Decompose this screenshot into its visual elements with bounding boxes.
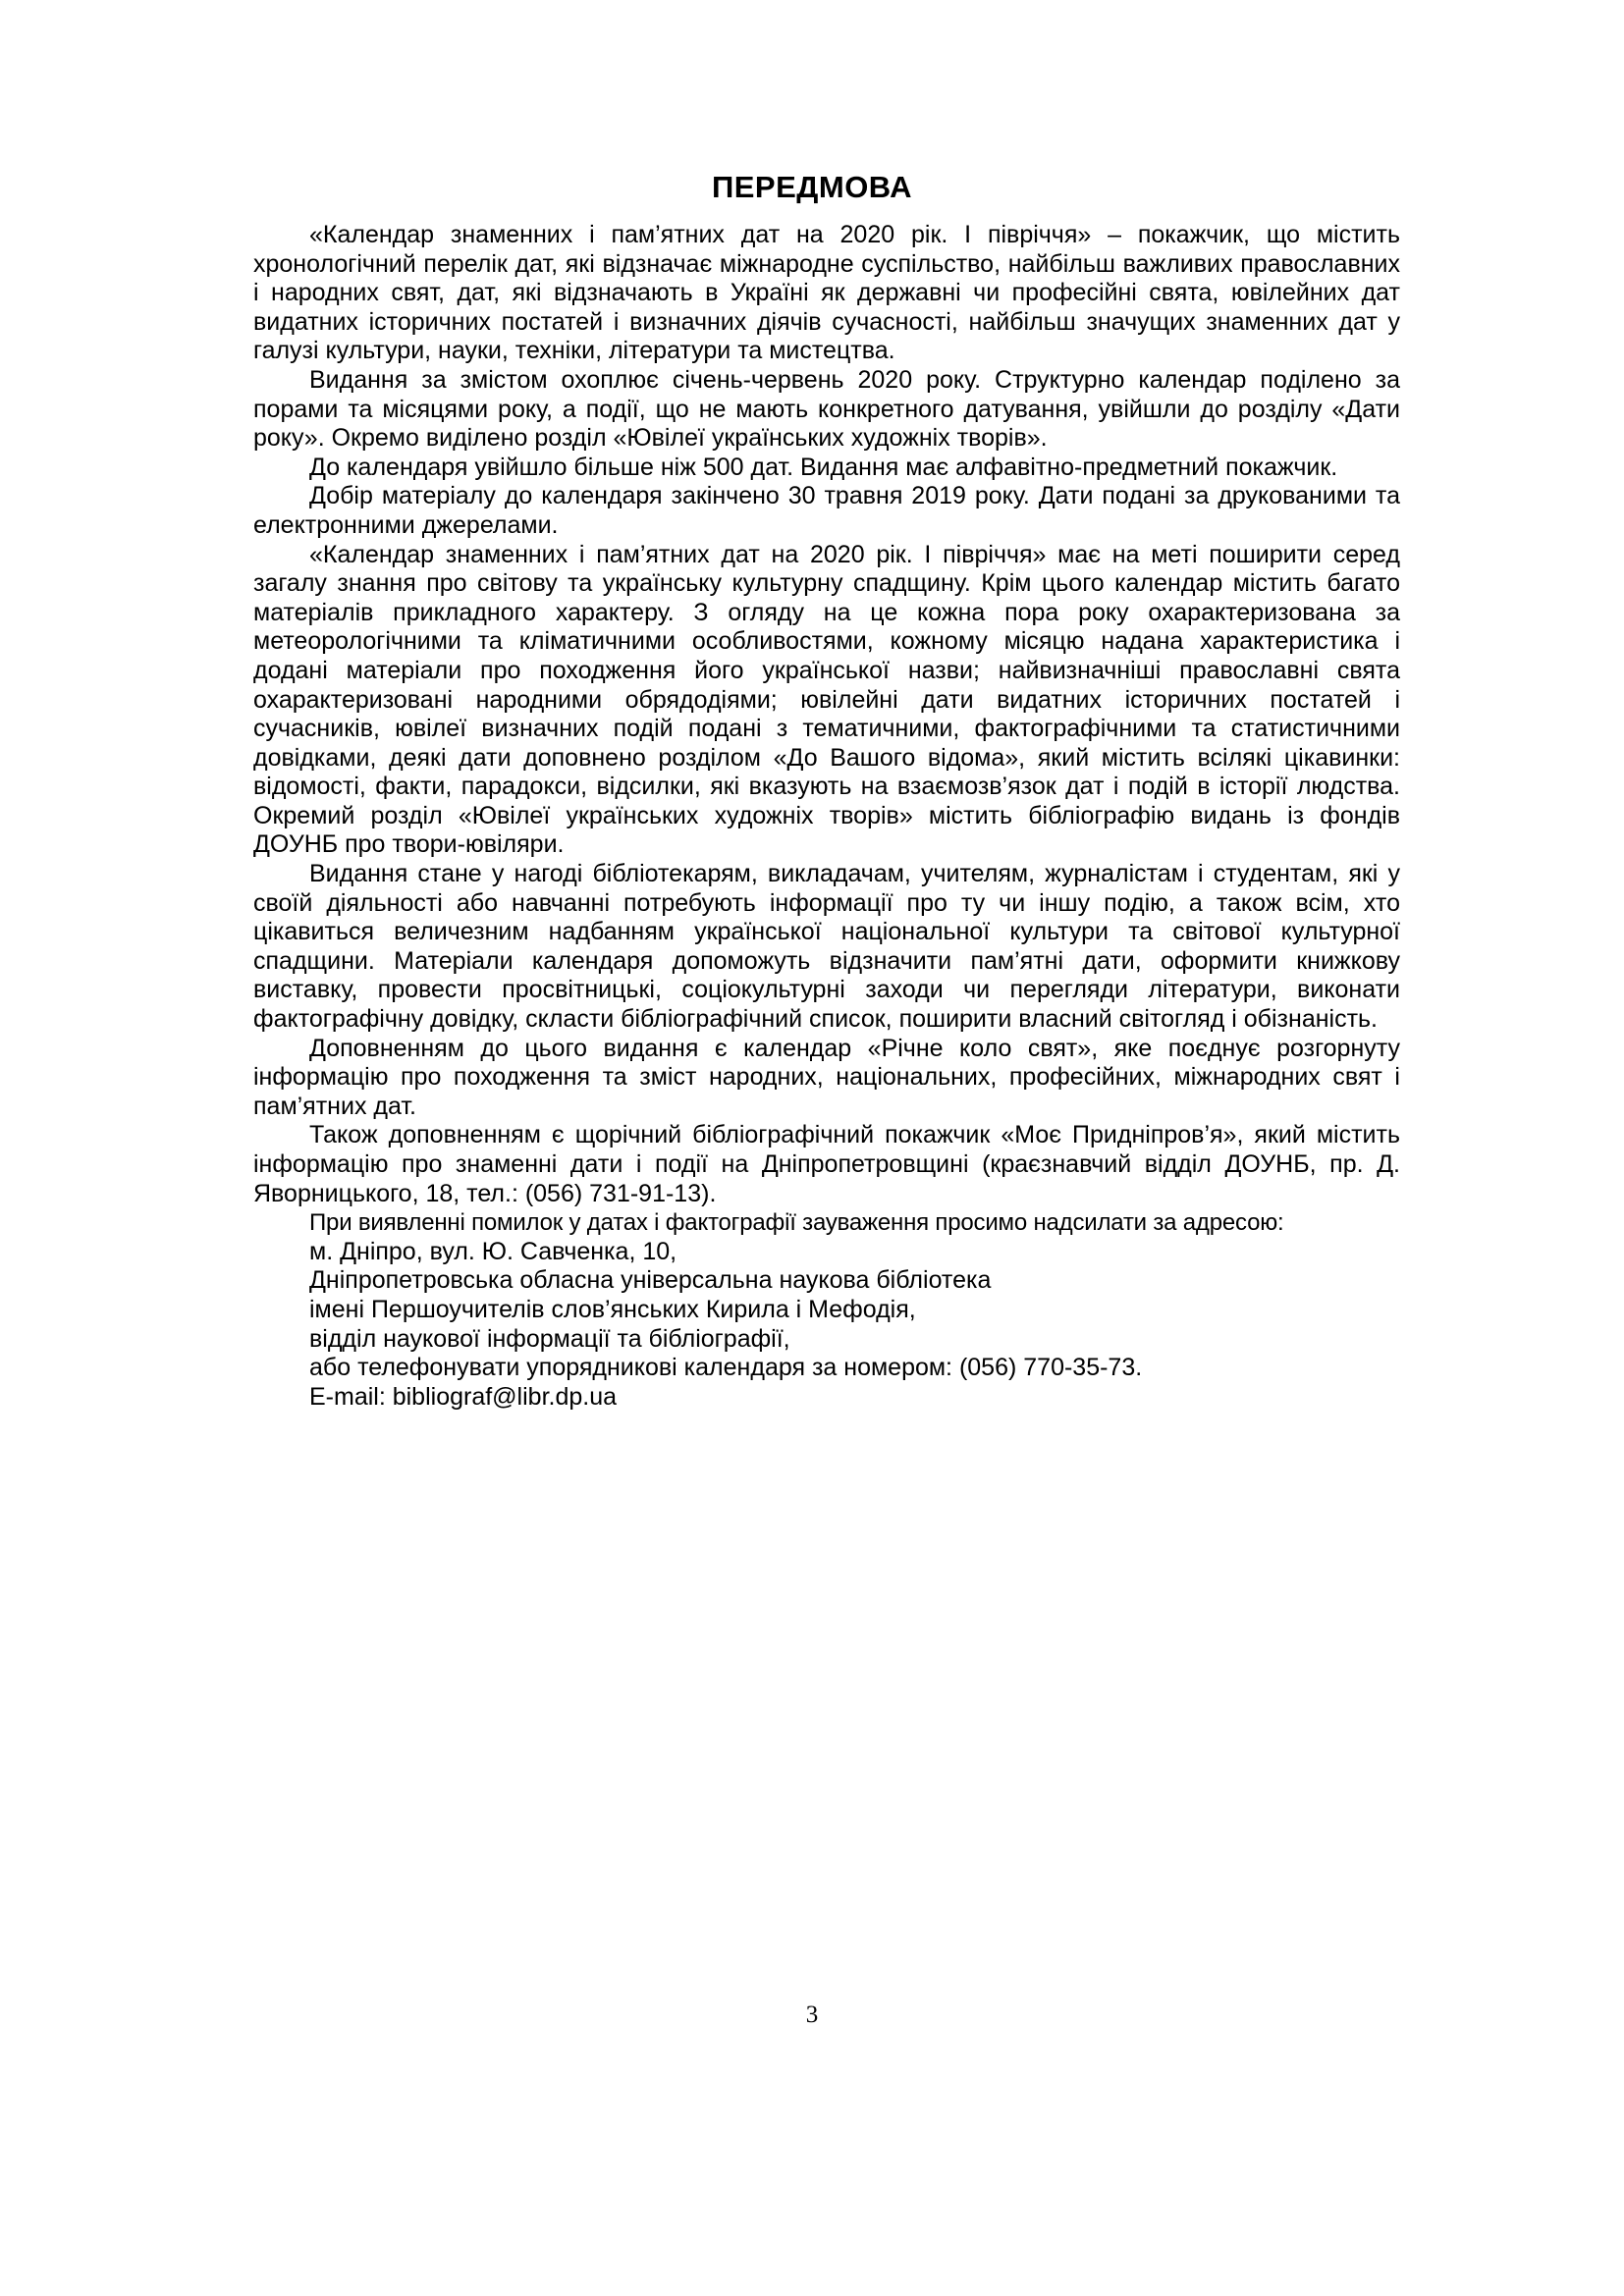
paragraph: «Календар знаменних і пам’ятних дат на 2020 рік. І півріччя» має на меті поширити серед загалу знання про світову та українську культурну спадщину. Крім цього календар містить багато матеріалів прикладного характеру. З огляду на це кожна пора року охарактеризована за метеорологічними та кліматичними особливостями, кожному місяцю надана характеристика і додані матеріали про походження його української назви; найвизначніші православні свята охарактеризовані народними обрядодіями; ювілейні дати видатних історичних постатей і сучасників, ювілеї визначних подій подані з тематичними, фактографічними та статистичними довідками, деякі дати доповнено розділом «До Вашого відома», який містить всілякі цікавинки: відомості, факти, парадокси, відсилки, які вказують на взаємозв’язок дат і подій в історії людства. Окремий розділ «Ювілеї українських художніх творів» містить бібліографію видань із фондів ДОУНБ про твори-ювіляри.: [253, 540, 1400, 859]
page-number: 3: [805, 2002, 819, 2028]
department-line: відділ наукової інформації та бібліографії,: [309, 1324, 790, 1353]
paragraph: Добір матеріалу до календаря закінчено 30 травня 2019 року. Дати подані за друкованими та електронними джерелами.: [253, 482, 1400, 539]
paragraph: Видання стане у нагоді бібліотекарям, викладачам, учителям, журналістам і студентам, які у своїй діяльності або навчанні потребують інформації про ту чи іншу подію, а також всім, хто цікавиться величезним надбанням української національної культури та світової культурної спадщини. Матеріали календаря допоможуть відзначити пам’ятні дати, оформити книжкову виставку, провести просвітницькі, соціокультурні заходи чи перегляди літератури, виконати фактографічну довідку, скласти бібліографічний список, поширити власний світогляд і обізнаність.: [253, 860, 1400, 1034]
preface-body: [253, 221, 1400, 1412]
contact-intro: При виявленні помилок у датах і фактографії зауваження просимо надсилати за адресою:: [309, 1209, 1284, 1237]
page-title: ПЕРЕДМОВА: [711, 169, 913, 204]
paragraph: Видання за змістом охоплює січень-червень 2020 року. Структурно календар поділено за порами та місяцями року, а події, що не мають конкретного датування, увійшли до розділу «Дати року». Окремо виділено розділ «Ювілеї українських художніх творів».: [253, 365, 1400, 453]
email-line: E-mail: bibliograf@libr.dp.ua: [309, 1382, 618, 1411]
paragraph: Також доповненням є щорічний бібліографічний покажчик «Моє Придніпров’я», який містить інформацію про знаменні дати і події на Дніпропетровщині (краєзнавчий відділ ДОУНБ, пр. Д. Яворницького, 18, тел.: (056) 731-91-13).: [253, 1121, 1400, 1207]
phone-line: або телефонувати упорядникові календаря за номером: (056) 770-35-73.: [309, 1354, 1143, 1382]
paragraph: «Календар знаменних і пам’ятних дат на 2020 рік. І півріччя» – покажчик, що містить хронологічний перелік дат, які відзначає міжнародне суспільство, найбільш важливих православних і народних свят, дат, які відзначають в Україні як державні чи професійні свята, ювілейних дат видатних історичних постатей і визначних діячів сучасності, найбільш значущих знаменних дат у галузі культури, науки, техніки, літератури та мистецтва.: [253, 221, 1400, 365]
paragraph: До календаря увійшло більше ніж 500 дат. Видання має алфавітно-предметний покажчик.: [309, 453, 1338, 481]
address-line: м. Дніпро, вул. Ю. Савченка, 10,: [309, 1237, 677, 1265]
library-name-line: імені Першоучителів слов’янських Кирила і Мефодія,: [309, 1295, 916, 1323]
contact-block: [253, 1208, 1400, 1412]
paragraph: Доповненням до цього видання є календар «Річне коло свят», яке поєднує розгорнуту інформацію про походження та зміст народних, національних, професійних, міжнародних свят і пам’ятних дат.: [253, 1034, 1400, 1120]
library-name-line: Дніпропетровська обласна універсальна наукова бібліотека: [309, 1266, 992, 1295]
